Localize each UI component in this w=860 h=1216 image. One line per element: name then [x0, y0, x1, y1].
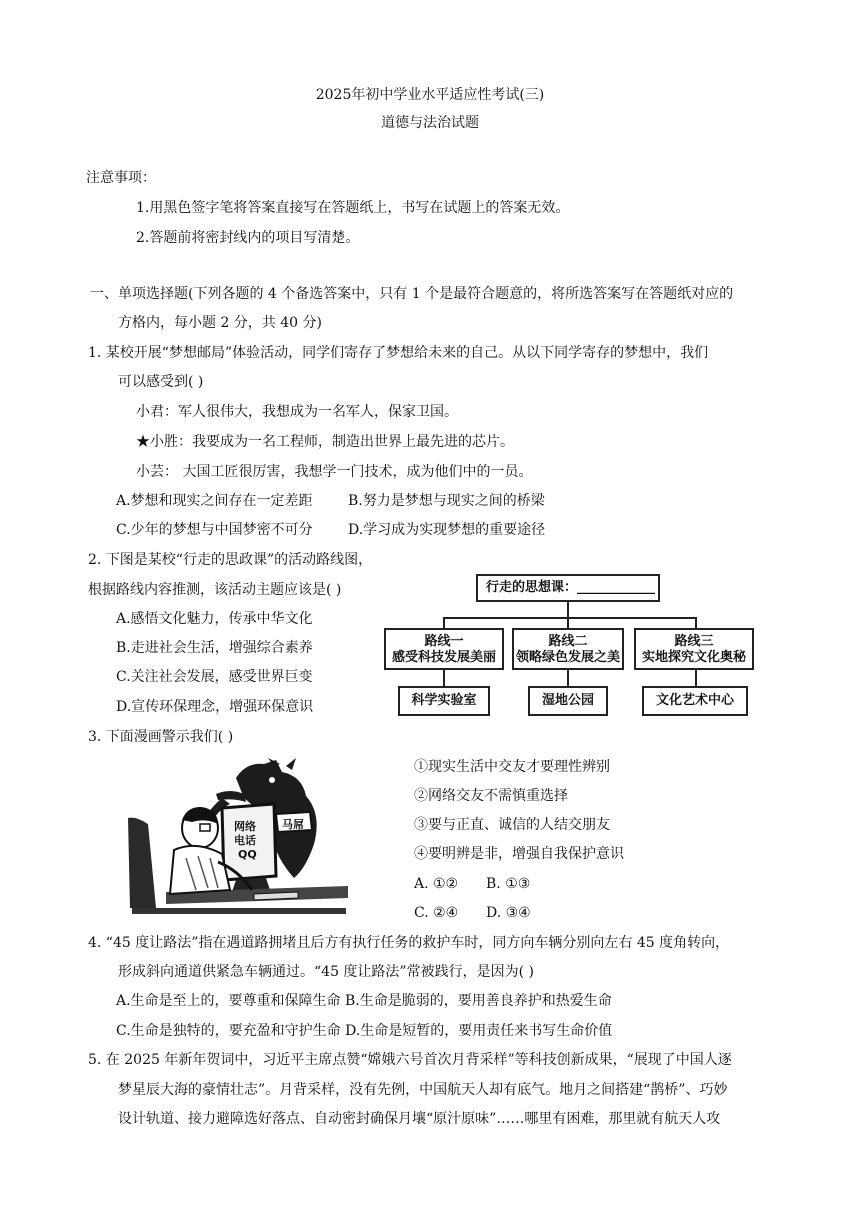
internet-friend-cartoon — [126, 758, 348, 914]
q4-options-line2: C.生命是独特的，要充盈和守护生命 D.生命是短暂的，要用责任来书写生命价值 — [116, 1023, 613, 1039]
notes-item-1: 1.用黑色签字笔将答案直接写在答题纸上，书写在试题上的答案无效。 — [136, 200, 570, 216]
q3-option-d: D. ③④ — [486, 905, 531, 921]
cartoon-mask-label: 马屌 — [282, 818, 304, 831]
route-3-title: 路线三 — [674, 634, 714, 649]
q3-stem: 3. 下面漫画警示我们( ) — [88, 729, 234, 745]
route-1-title: 路线一 — [424, 634, 464, 649]
cartoon-screen-line3: QQ — [238, 848, 257, 861]
q3-statement-1: ①现实生活中交友才要理性辨别 — [414, 759, 610, 775]
cartoon-screen-line2: 电话 — [234, 834, 256, 847]
subject-title: 道德与法治试题 — [381, 115, 479, 131]
route-2-title: 路线二 — [548, 634, 588, 649]
q2-option-a: A.感悟文化魅力，传承中华文化 — [116, 611, 313, 627]
exam-title: 2025年初中学业水平适应性考试(三) — [315, 87, 545, 103]
q5-line3: 设计轨道、接力避障选好落点、自动密封确保月壤“原汁原味”……哪里有困难，那里就有航天人攻 — [118, 1111, 721, 1127]
q1-option-d: D.学习成为实现梦想的重要途径 — [348, 522, 546, 538]
q2-option-d: D.宣传环保理念，增强环保意识 — [116, 699, 314, 715]
q3-statement-2: ②网络交友不需慎重选择 — [414, 788, 568, 804]
q1-quote-2: ★小胜：我要成为一名工程师，制造出世界上最先进的芯片。 — [136, 434, 514, 450]
diagram-connector-bar — [443, 617, 697, 619]
q2-stem-line2: 根据路线内容推测，该活动主题应该是( ) — [88, 582, 342, 598]
diagram-connector-1 — [443, 617, 445, 628]
place-1-box: 科学实验室 — [398, 686, 490, 716]
diagram-top-box: 行走的思想课：____________ — [476, 574, 660, 602]
diagram-down-2 — [567, 670, 569, 686]
q1-stem-line2: 可以感受到( ) — [118, 374, 204, 390]
diagram-connector-3 — [695, 617, 697, 628]
route-1-subtitle: 感受科技发展美丽 — [391, 650, 496, 665]
q4-options-line1: A.生命是至上的，要尊重和保障生命 B.生命是脆弱的，要用善良养护和热爱生命 — [116, 993, 612, 1009]
diagram-down-1 — [443, 670, 445, 686]
diagram-connector-2 — [567, 617, 569, 628]
q4-stem-line2: 形成斜向通道供紧急车辆通过。“45 度让路法”常被践行，是因为( ) — [118, 964, 534, 980]
q1-option-c: C.少年的梦想与中国梦密不可分 — [116, 522, 313, 538]
route-2-box — [512, 628, 624, 670]
notes-item-2: 2.答题前将密封线内的项目写清楚。 — [136, 230, 360, 246]
notes-heading: 注意事项： — [86, 170, 156, 186]
q5-line2: 梦星辰大海的豪情壮志”。月背采样，没有先例，中国航天人却有底气。地月之间搭建“鹊桥”、巧妙 — [118, 1082, 728, 1098]
section1-line2: 方格内，每小题 2 分，共 40 分) — [118, 315, 322, 331]
q1-quote-3: 小芸： 大国工匠很厉害，我想学一门技术，成为他们中的一员。 — [136, 464, 533, 480]
q3-option-c: C. ②④ — [414, 905, 459, 921]
q5-line1: 5. 在 2025 年新年贺词中，习近平主席点赞“嫦娥六号首次月背采样”等科技创新成果，“展现了中国人逐 — [88, 1052, 732, 1068]
cartoon-screen-line1: 网络 — [234, 820, 256, 833]
q3-option-b: B. ①③ — [486, 876, 531, 892]
q2-option-b: B.走进社会生活，增强综合素养 — [116, 640, 313, 656]
route-2-subtitle: 领略绿色发展之美 — [515, 650, 620, 665]
q3-statement-4: ④要明辨是非，增强自我保护意识 — [414, 846, 624, 862]
q1-option-b: B.努力是梦想与现实之间的桥梁 — [348, 493, 545, 509]
place-2-box: 湿地公园 — [528, 686, 608, 716]
diagram-down-3 — [695, 670, 697, 686]
q2-stem-line1: 2. 下图是某校“行走的思政课”的活动路线图， — [88, 552, 373, 568]
diagram-connector-trunk — [567, 602, 569, 618]
route-3-subtitle: 实地探究文化奥秘 — [641, 650, 746, 665]
q1-option-a: A.梦想和现实之间存在一定差距 — [116, 493, 313, 509]
route-3-box — [634, 628, 754, 670]
route-1-box — [384, 628, 504, 670]
q2-option-c: C.关注社会发展，感受世界巨变 — [116, 669, 313, 685]
section1-line1: 一、单项选择题(下列各题的 4 个备选答案中，只有 1 个是最符合题意的，将所选答案写在答题纸对应的 — [90, 286, 734, 302]
route-diagram — [380, 570, 760, 720]
q1-quote-1: 小君：军人很伟大，我想成为一名军人，保家卫国。 — [136, 404, 458, 420]
q4-stem-line1: 4. “45 度让路法”指在遇道路拥堵且后方有执行任务的救护车时，同方向车辆分别向左右 45 度角转向， — [88, 935, 730, 951]
q3-statement-3: ③要与正直、诚信的人结交朋友 — [414, 817, 610, 833]
q1-stem-line1: 1. 某校开展“梦想邮局”体验活动，同学们寄存了梦想给未来的自己。从以下同学寄存的梦想中，我们 — [88, 345, 709, 361]
q3-option-a: A. ①② — [414, 876, 459, 892]
place-3-box: 文化艺术中心 — [642, 686, 748, 716]
